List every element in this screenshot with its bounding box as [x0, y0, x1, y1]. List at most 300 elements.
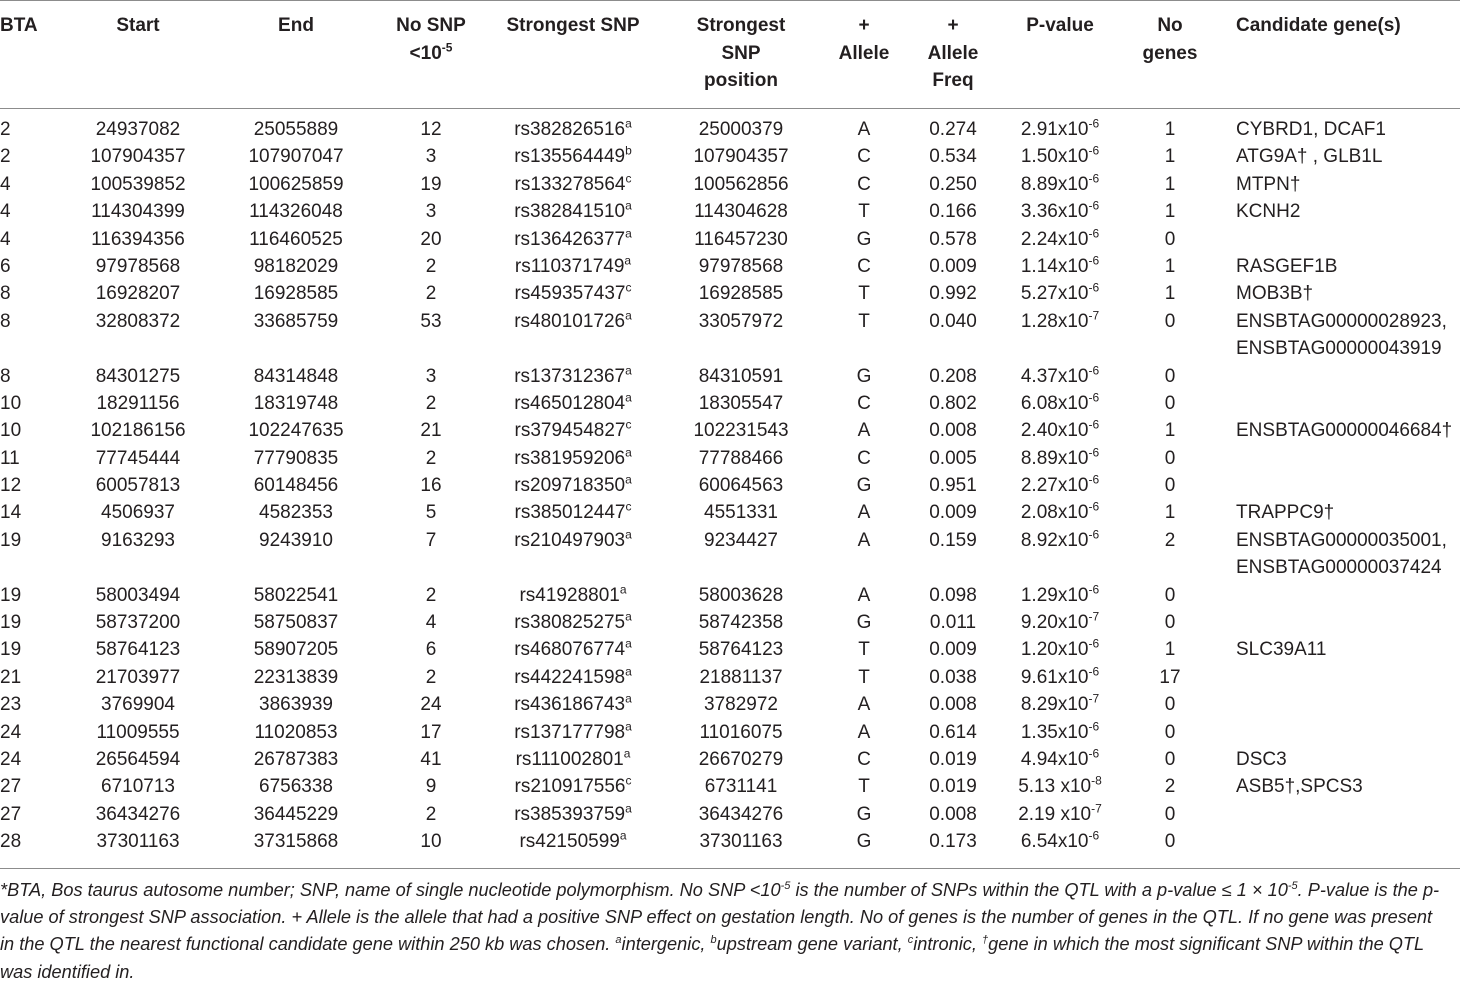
- cell-bta: 10: [0, 392, 22, 414]
- cell-candidate: SLC39A11: [1236, 639, 1327, 661]
- cell-allele: A: [857, 584, 871, 606]
- table-row: [0, 198, 1460, 225]
- cell-strongest-snp: [487, 143, 659, 170]
- cell-pvalue: [996, 773, 1124, 800]
- snp-id: rs381959206: [514, 447, 626, 469]
- cell-pvalue: [996, 417, 1124, 444]
- cell-pvalue: [996, 719, 1124, 746]
- cell-end: 22313839: [253, 666, 339, 688]
- pvalue-exponent: -8: [1091, 774, 1102, 789]
- cell-bta: 27: [0, 776, 22, 798]
- cell-no-snp: 2: [425, 447, 437, 469]
- cell-no-genes: 0: [1164, 831, 1176, 853]
- cell-strongest-snp: [487, 171, 659, 198]
- cell-end: 100625859: [248, 173, 344, 195]
- pvalue-base: 2.27x10: [1020, 475, 1089, 497]
- snp-id: rs379454827: [514, 420, 626, 442]
- cell-start: 77745444: [95, 447, 181, 469]
- table-row: [0, 527, 1460, 582]
- pvalue-exponent: -6: [1088, 828, 1100, 843]
- snp-id: rs442241598: [514, 666, 626, 688]
- cell-start: 11009555: [96, 721, 180, 743]
- col-header-end: End: [278, 15, 314, 36]
- cell-allele-freq: 0.008: [929, 694, 977, 716]
- snp-id: rs137312367: [514, 365, 626, 387]
- cell-allele: A: [857, 529, 871, 551]
- cell-candidate: ENSBTAG00000035001, ENSBTAG00000037424: [1236, 529, 1447, 579]
- snp-id: rs210917556: [514, 776, 626, 798]
- cell-no-genes: 1: [1164, 502, 1176, 524]
- table-body: [0, 116, 1460, 856]
- cell-strongest-snp: [487, 445, 659, 472]
- table-row: [0, 253, 1460, 280]
- cell-allele: A: [857, 721, 871, 743]
- snp-id: rs385012447: [514, 502, 626, 524]
- cell-strongest-snp: [487, 746, 659, 773]
- cell-strongest-snp: [487, 280, 659, 307]
- cell-end: 114326048: [249, 201, 343, 223]
- cell-strongest-snp: [487, 801, 659, 828]
- cell-strongest-snp: [487, 527, 659, 554]
- snp-variant-sup: a: [625, 664, 632, 679]
- col-header-no-genes: No genes: [1142, 15, 1198, 64]
- cell-allele: G: [856, 475, 872, 497]
- cell-end: 58907205: [253, 639, 339, 661]
- footnote-sup-c: c: [907, 934, 914, 947]
- cell-bta: 24: [0, 721, 22, 743]
- cell-candidate: RASGEF1B: [1236, 255, 1338, 277]
- pvalue-base: 3.36x10: [1020, 201, 1089, 223]
- header-rule: [0, 108, 1460, 109]
- cell-no-genes: 0: [1164, 365, 1176, 387]
- snp-variant-sup: a: [625, 308, 632, 323]
- cell-strongest-position: 9234427: [704, 529, 778, 551]
- cell-end: 16928585: [253, 283, 339, 305]
- cell-strongest-position: 3782972: [704, 694, 778, 716]
- cell-end: 58022541: [253, 584, 339, 606]
- pvalue-base: 9.20x10: [1020, 612, 1089, 634]
- snp-variant-sup: a: [619, 828, 627, 843]
- snp-id: rs110371749: [514, 255, 625, 277]
- cell-strongest-snp: [487, 116, 659, 143]
- cell-no-genes: 0: [1164, 447, 1176, 469]
- cell-end: 18319748: [253, 392, 339, 414]
- pvalue-base: 1.29x10: [1020, 584, 1089, 606]
- footnote-part-2: is the number of SNPs within the QTL with a p-value ≤ 1 × 10: [790, 880, 1288, 900]
- cell-no-snp: 2: [425, 255, 437, 277]
- cell-no-snp: 2: [425, 803, 437, 825]
- cell-pvalue: [996, 664, 1124, 691]
- snp-variant-sup: a: [625, 226, 632, 241]
- cell-bta: 27: [0, 803, 22, 825]
- cell-no-snp: 4: [425, 612, 437, 634]
- pvalue-exponent: -6: [1088, 582, 1100, 597]
- snp-variant-sup: c: [625, 171, 632, 186]
- cell-allele-freq: 0.578: [929, 228, 977, 250]
- cell-no-genes: 1: [1164, 119, 1176, 140]
- cell-bta: 24: [0, 749, 22, 771]
- table-row: [0, 226, 1460, 253]
- cell-start: 114304399: [91, 201, 185, 223]
- footnote-sup-dagger: †: [981, 934, 989, 947]
- cell-no-snp: 17: [420, 721, 442, 743]
- cell-no-snp: 3: [425, 365, 437, 387]
- snp-variant-sup: a: [624, 253, 632, 268]
- table-header: [0, 12, 1460, 104]
- cell-strongest-snp: [487, 636, 659, 663]
- cell-no-genes: 0: [1164, 475, 1176, 497]
- snp-id: rs42150599: [519, 831, 620, 853]
- snp-id: rs459357437: [514, 283, 626, 305]
- snp-variant-sup: a: [625, 609, 632, 624]
- snp-id: rs385393759: [514, 803, 626, 825]
- pvalue-exponent: -6: [1088, 527, 1100, 542]
- cell-strongest-snp: [487, 308, 659, 335]
- table-row: [0, 363, 1460, 390]
- cell-allele: A: [857, 420, 871, 442]
- cell-end: 9243910: [259, 529, 333, 551]
- cell-strongest-position: 18305547: [698, 392, 784, 414]
- cell-allele-freq: 0.166: [929, 201, 977, 223]
- cell-strongest-position: 21881137: [699, 666, 783, 688]
- cell-end: 98182029: [253, 255, 339, 277]
- col-header-candidate: Candidate gene(s): [1236, 15, 1401, 36]
- cell-pvalue: [996, 499, 1124, 526]
- pvalue-base: 2.08x10: [1020, 502, 1089, 524]
- cell-strongest-snp: [487, 499, 659, 526]
- pvalue-base: 8.89x10: [1020, 447, 1089, 469]
- pvalue-exponent: -6: [1088, 171, 1100, 186]
- table-row: [0, 582, 1460, 609]
- table-row: [0, 773, 1460, 800]
- cell-allele: A: [857, 502, 871, 524]
- pvalue-base: 2.24x10: [1020, 228, 1089, 250]
- table-row: [0, 691, 1460, 718]
- table-row: [0, 143, 1460, 170]
- cell-end: 58750837: [253, 612, 339, 634]
- col-header-strongest-position: Strongest SNP position: [696, 15, 786, 91]
- table-row: [0, 636, 1460, 663]
- cell-allele-freq: 0.009: [929, 639, 977, 661]
- cell-strongest-snp: [487, 719, 659, 746]
- cell-end: 11020853: [254, 721, 338, 743]
- cell-allele: T: [858, 776, 870, 798]
- cell-no-genes: 1: [1164, 173, 1176, 195]
- pvalue-exponent: -6: [1088, 500, 1100, 515]
- snp-variant-sup: a: [625, 637, 632, 652]
- cell-candidate: MTPN†: [1236, 173, 1301, 195]
- pvalue-exponent: -6: [1088, 390, 1100, 405]
- cell-allele: G: [856, 803, 872, 825]
- cell-no-snp: 19: [420, 173, 442, 195]
- snp-id: rs136426377: [514, 228, 626, 250]
- snp-id: rs436186743: [514, 694, 626, 716]
- cell-allele-freq: 0.009: [929, 502, 977, 524]
- cell-allele-freq: 0.159: [929, 529, 977, 551]
- cell-strongest-position: 77788466: [698, 447, 784, 469]
- cell-bta: 19: [0, 529, 22, 551]
- table-row: [0, 308, 1460, 363]
- cell-end: 26787383: [253, 749, 339, 771]
- cell-strongest-position: 26670279: [698, 749, 784, 771]
- col-header-no-snp: [388, 12, 474, 67]
- table-row: [0, 828, 1460, 855]
- cell-pvalue: [996, 746, 1124, 773]
- cell-strongest-position: 16928585: [698, 283, 784, 305]
- table-row: [0, 445, 1460, 472]
- cell-start: 60057813: [95, 475, 181, 497]
- cell-bta: 4: [0, 173, 11, 195]
- cell-bta: 4: [0, 201, 11, 223]
- cell-no-genes: 1: [1164, 420, 1176, 442]
- snp-variant-sup: c: [625, 774, 632, 789]
- cell-strongest-position: 58742358: [698, 612, 784, 634]
- snp-id: rs41928801: [519, 584, 620, 606]
- cell-allele: A: [857, 694, 871, 716]
- col-header-pvalue: P-value: [1026, 15, 1094, 36]
- cell-start: 3769904: [101, 694, 175, 716]
- cell-allele-freq: 0.040: [929, 310, 977, 332]
- cell-no-snp: 2: [425, 392, 437, 414]
- cell-allele-freq: 0.992: [929, 283, 977, 305]
- cell-bta: 11: [0, 447, 20, 469]
- cell-start: 107904357: [90, 146, 186, 168]
- pvalue-exponent: -6: [1088, 198, 1100, 213]
- cell-no-genes: 0: [1164, 721, 1176, 743]
- cell-no-snp: 53: [420, 310, 442, 332]
- table-row: [0, 609, 1460, 636]
- pvalue-base: 8.29x10: [1020, 694, 1089, 716]
- cell-no-snp: 20: [420, 228, 442, 250]
- table-row: [0, 801, 1460, 828]
- pvalue-base: 4.37x10: [1020, 365, 1089, 387]
- cell-pvalue: [996, 198, 1124, 225]
- pvalue-base: 1.14x10: [1020, 255, 1089, 277]
- snp-variant-sup: a: [625, 719, 632, 734]
- table-row: [0, 116, 1460, 143]
- snp-id: rs382841510: [514, 201, 626, 223]
- pvalue-exponent: -6: [1088, 472, 1100, 487]
- pvalue-exponent: -6: [1088, 281, 1100, 296]
- cell-no-genes: 0: [1164, 612, 1176, 634]
- pvalue-exponent: -6: [1088, 445, 1100, 460]
- cell-pvalue: [996, 527, 1124, 554]
- footnote-sup-b: b: [710, 934, 717, 947]
- cell-no-snp: 9: [425, 776, 437, 798]
- cell-no-genes: 1: [1164, 283, 1176, 305]
- cell-pvalue: [996, 801, 1124, 828]
- cell-bta: 8: [0, 283, 11, 305]
- pvalue-exponent: -6: [1088, 253, 1100, 268]
- snp-id: rs209718350: [514, 475, 626, 497]
- cell-start: 102186156: [90, 420, 186, 442]
- snp-id: rs137177798: [514, 721, 626, 743]
- cell-end: 25055889: [253, 119, 339, 140]
- snp-variant-sup: a: [625, 445, 632, 460]
- snp-id: rs210497903: [514, 529, 626, 551]
- cell-allele-freq: 0.019: [929, 776, 977, 798]
- cell-pvalue: [996, 253, 1124, 280]
- pvalue-exponent: -6: [1088, 226, 1100, 241]
- cell-candidate: ASB5†,SPCS3: [1236, 776, 1363, 798]
- pvalue-exponent: -6: [1088, 363, 1100, 378]
- cell-bta: 8: [0, 365, 11, 387]
- cell-no-genes: 2: [1164, 776, 1176, 798]
- cell-no-genes: 1: [1164, 639, 1176, 661]
- cell-no-genes: 1: [1164, 255, 1176, 277]
- cell-strongest-position: 114304628: [694, 201, 788, 223]
- snp-id: rs465012804: [514, 392, 626, 414]
- cell-allele-freq: 0.173: [929, 831, 977, 853]
- pvalue-exponent: -7: [1088, 691, 1100, 706]
- cell-strongest-snp: [487, 828, 659, 855]
- cell-allele-freq: 0.802: [929, 392, 977, 414]
- cell-bta: 4: [0, 228, 11, 250]
- cell-end: 107907047: [248, 146, 344, 168]
- footnote-sup-a: a: [615, 934, 622, 947]
- cell-end: 116460525: [249, 228, 343, 250]
- cell-allele-freq: 0.011: [929, 612, 977, 634]
- pvalue-base: 1.20x10: [1020, 639, 1089, 661]
- cell-end: 4582353: [259, 502, 333, 524]
- snp-id: rs111002801: [515, 749, 624, 771]
- snp-variant-sup: b: [625, 144, 632, 159]
- cell-end: 102247635: [248, 420, 344, 442]
- pvalue-base: 1.50x10: [1020, 146, 1089, 168]
- cell-bta: 12: [0, 475, 22, 497]
- cell-pvalue: [996, 691, 1124, 718]
- cell-strongest-position: 97978568: [698, 255, 784, 277]
- cell-no-snp: 24: [420, 694, 442, 716]
- snp-variant-sup: c: [625, 281, 632, 296]
- pvalue-base: 5.13 x10: [1018, 776, 1092, 798]
- cell-strongest-position: 6731141: [704, 776, 778, 798]
- cell-bta: 2: [0, 119, 11, 140]
- cell-start: 32808372: [95, 310, 181, 332]
- footnote-part-3: . P-value is the p-value of strongest SNP association. + Allele is the allele that had a positive SNP effect on gestation length. No of genes is the number of genes in the QTL. If no gene was present in the QTL the nearest functional candidate gene within 250 kb was chosen.: [0, 880, 1440, 955]
- cell-pvalue: [996, 636, 1124, 663]
- cell-end: 3863939: [259, 694, 333, 716]
- col-header-bta: BTA: [0, 15, 38, 36]
- cell-strongest-position: 116457230: [694, 228, 788, 250]
- snp-variant-sup: c: [625, 417, 632, 432]
- cell-no-snp: 12: [420, 119, 442, 140]
- cell-pvalue: [996, 609, 1124, 636]
- cell-strongest-snp: [487, 198, 659, 225]
- pvalue-base: 1.35x10: [1020, 721, 1089, 743]
- cell-allele-freq: 0.098: [929, 584, 977, 606]
- cell-start: 21703977: [95, 666, 181, 688]
- cell-end: 37315868: [253, 831, 339, 853]
- cell-no-snp: 2: [425, 584, 437, 606]
- cell-bta: 19: [0, 639, 22, 661]
- cell-allele-freq: 0.008: [929, 803, 977, 825]
- cell-start: 9163293: [101, 529, 175, 551]
- cell-allele-freq: 0.019: [929, 749, 977, 771]
- snp-id: rs480101726: [514, 310, 626, 332]
- pvalue-base: 2.40x10: [1020, 420, 1089, 442]
- footnote-part-6: intronic,: [913, 934, 982, 955]
- cell-allele: T: [858, 639, 870, 661]
- pvalue-exponent: -6: [1088, 116, 1100, 131]
- cell-start: 4506937: [101, 502, 175, 524]
- cell-no-snp: 7: [425, 529, 437, 551]
- table-row: [0, 390, 1460, 417]
- cell-allele: T: [858, 310, 870, 332]
- cell-allele-freq: 0.534: [929, 146, 977, 168]
- cell-allele: C: [857, 146, 871, 168]
- col-header-no-snp-text: No SNP <10: [396, 15, 466, 64]
- col-header-no-snp-exp: -5: [441, 40, 453, 55]
- cell-strongest-snp: [487, 609, 659, 636]
- cell-strongest-position: 25000379: [698, 119, 784, 140]
- cell-no-genes: 1: [1164, 201, 1176, 223]
- snp-variant-sup: a: [625, 472, 632, 487]
- cell-no-genes: 0: [1164, 584, 1176, 606]
- cell-start: 16928207: [95, 283, 181, 305]
- cell-allele: C: [857, 173, 871, 195]
- pvalue-exponent: -6: [1088, 417, 1100, 432]
- col-header-allele-freq: + Allele Freq: [927, 15, 979, 91]
- snp-variant-sup: a: [625, 198, 632, 213]
- table-row: [0, 171, 1460, 198]
- pvalue-base: 2.91x10: [1020, 119, 1089, 140]
- cell-candidate: CYBRD1, DCAF1: [1236, 119, 1386, 140]
- cell-no-snp: 16: [420, 475, 442, 497]
- cell-pvalue: [996, 828, 1124, 855]
- snp-variant-sup: a: [619, 582, 627, 597]
- cell-start: 100539852: [90, 173, 186, 195]
- table-row: [0, 472, 1460, 499]
- footnote-part-5: upstream gene variant,: [716, 934, 908, 955]
- snp-variant-sup: c: [625, 500, 632, 515]
- cell-strongest-snp: [487, 773, 659, 800]
- col-header-start: Start: [116, 15, 160, 36]
- cell-allele-freq: 0.208: [929, 365, 977, 387]
- table-row: [0, 746, 1460, 773]
- cell-bta: 10: [0, 420, 22, 442]
- cell-strongest-snp: [487, 691, 659, 718]
- cell-no-snp: 6: [425, 639, 437, 661]
- cell-strongest-position: 107904357: [693, 146, 789, 168]
- cell-allele-freq: 0.005: [929, 447, 977, 469]
- cell-strongest-position: 11016075: [699, 721, 783, 743]
- cell-pvalue: [996, 280, 1124, 307]
- cell-end: 6756338: [259, 776, 333, 798]
- cell-allele: T: [858, 283, 870, 305]
- snp-variant-sup: a: [625, 390, 632, 405]
- cell-allele: G: [856, 612, 872, 634]
- cell-start: 97978568: [95, 255, 181, 277]
- cell-strongest-snp: [487, 226, 659, 253]
- pvalue-base: 8.92x10: [1020, 529, 1089, 551]
- table-row: [0, 499, 1460, 526]
- cell-no-genes: 0: [1164, 228, 1176, 250]
- cell-candidate: ATG9A† , GLB1L: [1236, 146, 1383, 168]
- table-footnote: [0, 877, 1450, 986]
- pvalue-exponent: -6: [1088, 719, 1100, 734]
- cell-strongest-snp: [487, 390, 659, 417]
- cell-allele-freq: 0.009: [929, 255, 977, 277]
- cell-allele-freq: 0.038: [929, 666, 977, 688]
- table-row: [0, 280, 1460, 307]
- cell-allele: G: [856, 365, 872, 387]
- cell-bta: 6: [0, 255, 11, 277]
- cell-no-snp: 3: [425, 146, 437, 168]
- cell-strongest-position: 60064563: [698, 475, 784, 497]
- cell-strongest-position: 4551331: [704, 502, 778, 524]
- cell-bta: 8: [0, 310, 11, 332]
